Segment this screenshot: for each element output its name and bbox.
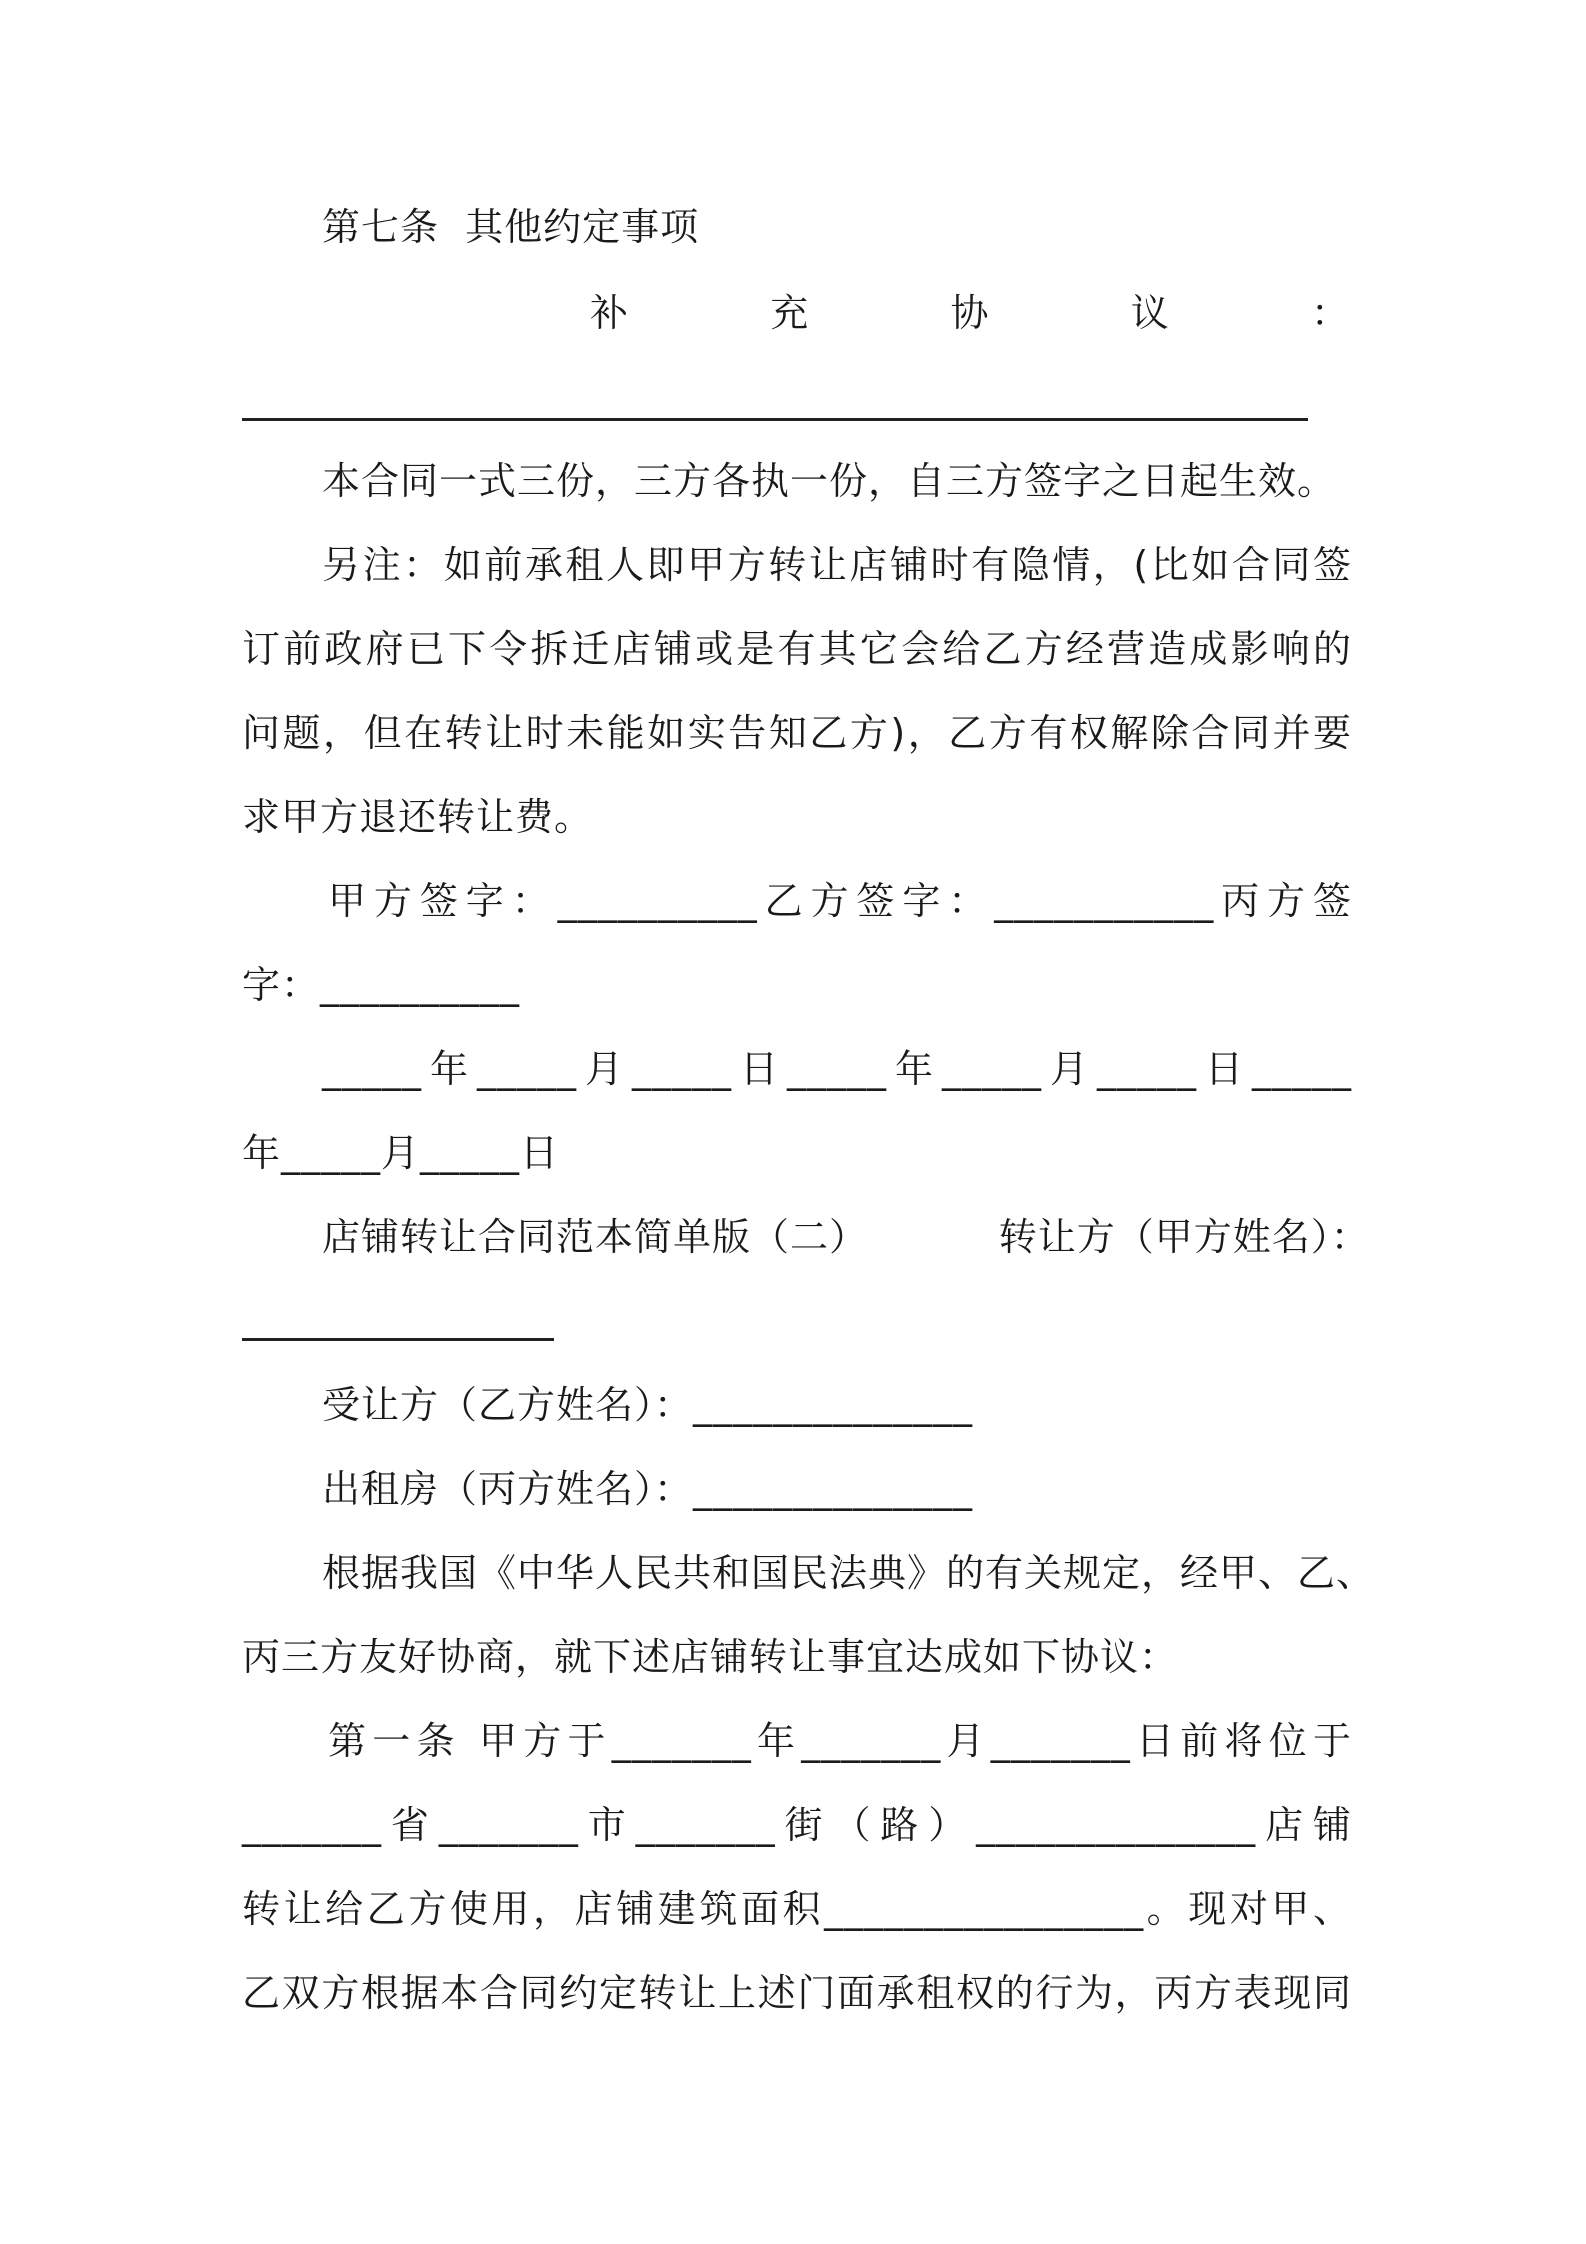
transferor-name-blank	[242, 1338, 554, 1341]
contract-title-and-transferor: 店铺转让合同范本简单版（二） 转让方（甲方姓名）：	[322, 1215, 1370, 1259]
note-paragraph-line-3: 问题，但在转让时未能如实告知乙方)，乙方有权解除合同并要	[242, 711, 1352, 755]
note-paragraph-line-4: 求甲方退还转让费。	[242, 795, 594, 839]
supplementary-agreement-label: 补充协议：	[590, 291, 1350, 335]
preamble-line-1: 根据我国《中华人民共和国民法典》的有关规定，经甲、乙、	[322, 1551, 1376, 1595]
article-one-line-3: 转让给乙方使用，店铺建筑面积________________。现对甲、	[242, 1887, 1352, 1931]
article-seven-heading: 第七条 其他约定事项	[322, 205, 700, 249]
supplementary-agreement-blank	[242, 418, 1308, 421]
date-line-2: 年_____月_____日	[242, 1131, 560, 1175]
article-one-line-2: _______省_______市_______街（路）______________店铺	[242, 1803, 1352, 1847]
effectiveness-clause: 本合同一式三份，三方各执一份，自三方签字之日起生效。	[322, 459, 1337, 503]
signature-line-1: 甲方签字：__________乙方签字：___________丙方签	[328, 879, 1352, 923]
preamble-line-2: 丙三方友好协商，就下述店铺转让事宜达成如下协议：	[242, 1635, 1179, 1679]
transferee-name-line: 受让方（乙方姓名）：______________	[322, 1383, 974, 1427]
article-one-line-4: 乙双方根据本合同约定转让上述门面承租权的行为，丙方表现同	[242, 1971, 1352, 2015]
landlord-name-line: 出租房（丙方姓名）：______________	[322, 1467, 974, 1511]
date-line-1: _____年_____月_____日_____年_____月_____日_____	[322, 1047, 1352, 1091]
note-paragraph-line-2: 订前政府已下令拆迁店铺或是有其它会给乙方经营造成影响的	[242, 627, 1352, 671]
signature-line-2: 字：__________	[242, 963, 521, 1007]
note-paragraph-line-1: 另注：如前承租人即甲方转让店铺时有隐情，(比如合同签	[322, 543, 1352, 587]
article-one-line-1: 第一条 甲方于_______年_______月_______日前将位于	[328, 1719, 1352, 1763]
